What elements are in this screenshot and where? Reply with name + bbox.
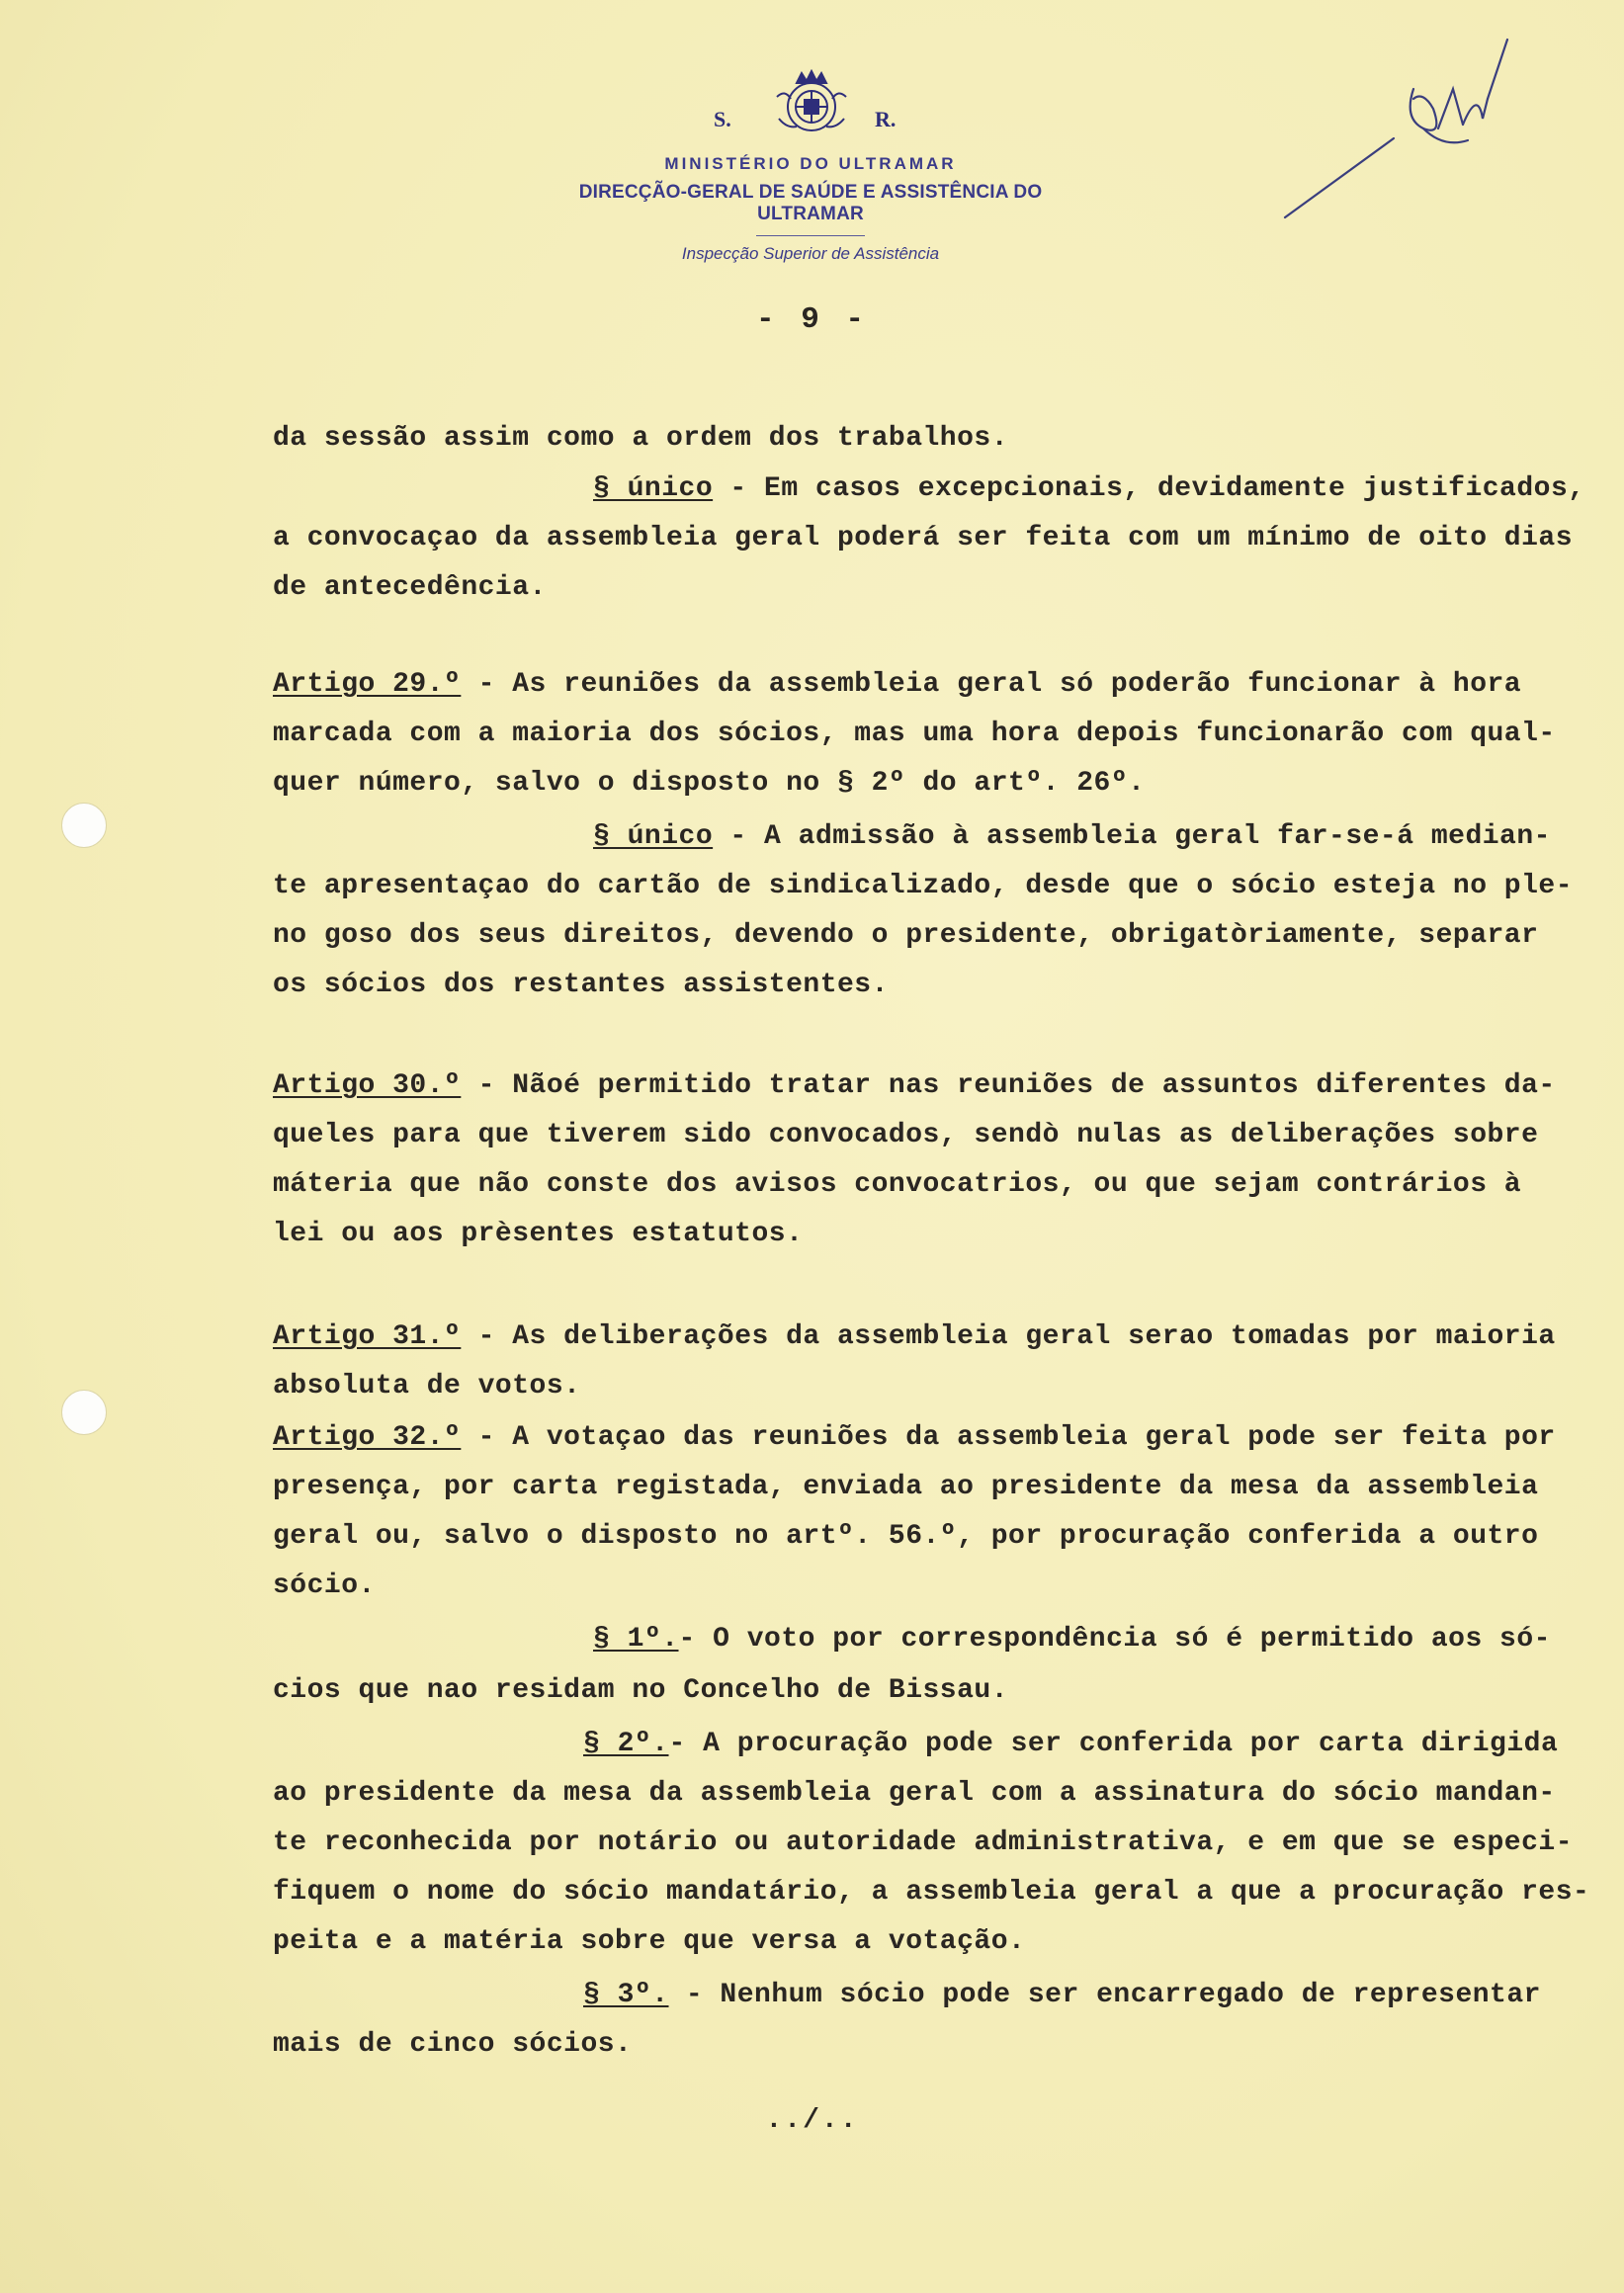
line-text: mais de cinco sócios. bbox=[273, 2029, 633, 2060]
ministry-name: MINISTÉRIO DO ULTRAMAR bbox=[664, 154, 957, 173]
line-text: geral ou, salvo o disposto no artº. 56.º, por procuração conferida a outro bbox=[273, 1521, 1539, 1552]
text-line bbox=[593, 472, 1585, 506]
line-text: lei ou aos prèsentes estatutos. bbox=[273, 1219, 804, 1249]
line-text: sócio. bbox=[273, 1571, 376, 1601]
line-text: - As reuniões da assembleia geral só poderão funcionar à hora bbox=[461, 669, 1522, 700]
line-text: marcada com a maioria dos sócios, mas uma hora depois funcionarão com qual- bbox=[273, 719, 1556, 749]
article-heading: Artigo 31.º bbox=[273, 1321, 462, 1352]
text-line bbox=[273, 1370, 580, 1403]
inspection-name: Inspecção Superior de Assistência bbox=[681, 244, 940, 263]
text-line bbox=[273, 870, 1573, 903]
article-heading: § 3º. bbox=[583, 1980, 669, 2010]
line-text: queles para que tiverem sido convocados, sendò nulas as deliberações sobre bbox=[273, 1120, 1539, 1150]
line-text: cios que nao residam no Concelho de Bissau. bbox=[273, 1675, 1009, 1706]
line-text: no goso dos seus direitos, devendo o presidente, obrigatòriamente, separar bbox=[273, 920, 1539, 951]
article-heading: Artigo 29.º bbox=[273, 669, 462, 700]
text-line bbox=[273, 969, 889, 1002]
directorate-name: DIRECÇÃO-GERAL DE SAÚDE E ASSISTÊNCIA DO ULTRAMAR bbox=[578, 182, 1043, 224]
text-line bbox=[273, 422, 1008, 456]
text-line bbox=[583, 1979, 1541, 2012]
text-line bbox=[273, 1119, 1538, 1152]
article-heading: § único bbox=[593, 821, 714, 852]
line-text: máteria que não conste dos avisos convocatrios, ou que sejam contrários à bbox=[273, 1169, 1522, 1200]
line-text: te apresentaçao do cartão de sindicalizado, desde que o sócio esteja no ple- bbox=[273, 871, 1574, 901]
text-line bbox=[273, 668, 1521, 702]
line-text: - O voto por correspondência só é permitido aos só- bbox=[678, 1624, 1551, 1655]
letterhead-left-letter: S. bbox=[714, 107, 731, 131]
article-heading: § 1º. bbox=[593, 1624, 679, 1655]
text-line bbox=[273, 1876, 1589, 1910]
line-text: fiquem o nome do sócio mandatário, a assembleia geral a que a procuração res- bbox=[273, 1877, 1590, 1908]
text-line bbox=[273, 1421, 1556, 1455]
line-text: a convocaçao da assembleia geral poderá ser feita com um mínimo de oito dias bbox=[273, 523, 1574, 553]
text-line bbox=[273, 2028, 632, 2062]
line-text: peita e a matéria sobre que versa a votação. bbox=[273, 1926, 1026, 1957]
line-text: absoluta de votos. bbox=[273, 1371, 581, 1401]
text-line bbox=[273, 1168, 1521, 1202]
text-line bbox=[273, 1471, 1538, 1504]
article-heading: § 2º. bbox=[583, 1729, 669, 1759]
line-text: - A votaçao das reuniões da assembleia geral pode ser feita por bbox=[461, 1422, 1556, 1453]
line-text: presença, por carta registada, enviada ao presidente da mesa da assembleia bbox=[273, 1472, 1539, 1502]
continuation-mark: ../.. bbox=[765, 2105, 859, 2136]
text-line bbox=[593, 1623, 1551, 1656]
handwritten-signature bbox=[1275, 30, 1522, 227]
line-text: - Nãoé permitido tratar nas reuniões de assuntos diferentes da- bbox=[461, 1070, 1556, 1101]
line-text: da sessão assim como a ordem dos trabalhos. bbox=[273, 423, 1009, 454]
punch-hole-bottom bbox=[61, 1390, 107, 1435]
line-text: - A admissão à assembleia geral far-se-á median- bbox=[713, 821, 1551, 852]
article-heading: Artigo 30.º bbox=[273, 1070, 462, 1101]
header-divider bbox=[756, 235, 865, 236]
punch-hole-top bbox=[61, 803, 107, 848]
text-line bbox=[273, 1320, 1556, 1354]
text-line bbox=[273, 1520, 1538, 1554]
letterhead-right-letter: R. bbox=[875, 107, 897, 131]
text-line bbox=[273, 1777, 1556, 1811]
article-heading: Artigo 32.º bbox=[273, 1422, 462, 1453]
page-number: - 9 - bbox=[755, 302, 868, 337]
line-text: - Nenhum sócio pode ser encarregado de representar bbox=[668, 1980, 1541, 2010]
text-line bbox=[273, 1570, 376, 1603]
text-line bbox=[273, 1218, 803, 1251]
text-line bbox=[273, 1826, 1573, 1860]
line-text: de antecedência. bbox=[273, 572, 547, 603]
coat-of-arms-icon bbox=[757, 69, 866, 138]
text-line bbox=[273, 571, 547, 605]
line-text: - A procuração pode ser conferida por carta dirigida bbox=[668, 1729, 1559, 1759]
text-line bbox=[273, 718, 1556, 751]
article-heading: § único bbox=[593, 473, 714, 504]
text-line bbox=[593, 820, 1551, 854]
line-text: te reconhecida por notário ou autoridade administrativa, e em que se especi- bbox=[273, 1827, 1574, 1858]
letterhead bbox=[534, 69, 1087, 264]
line-text: ao presidente da mesa da assembleia geral com a assinatura do sócio mandan- bbox=[273, 1778, 1556, 1809]
text-line bbox=[273, 522, 1573, 555]
text-line bbox=[273, 919, 1538, 953]
text-line bbox=[273, 1925, 1025, 1959]
line-text: - As deliberações da assembleia geral serao tomadas por maioria bbox=[461, 1321, 1556, 1352]
text-line bbox=[273, 1069, 1556, 1103]
text-line bbox=[583, 1728, 1558, 1761]
line-text: - Em casos excepcionais, devidamente justificados, bbox=[713, 473, 1585, 504]
text-line bbox=[273, 1674, 1008, 1708]
line-text: os sócios dos restantes assistentes. bbox=[273, 970, 889, 1000]
text-line bbox=[273, 767, 1145, 801]
line-text: quer número, salvo o disposto no § 2º do artº. 26º. bbox=[273, 768, 1146, 799]
